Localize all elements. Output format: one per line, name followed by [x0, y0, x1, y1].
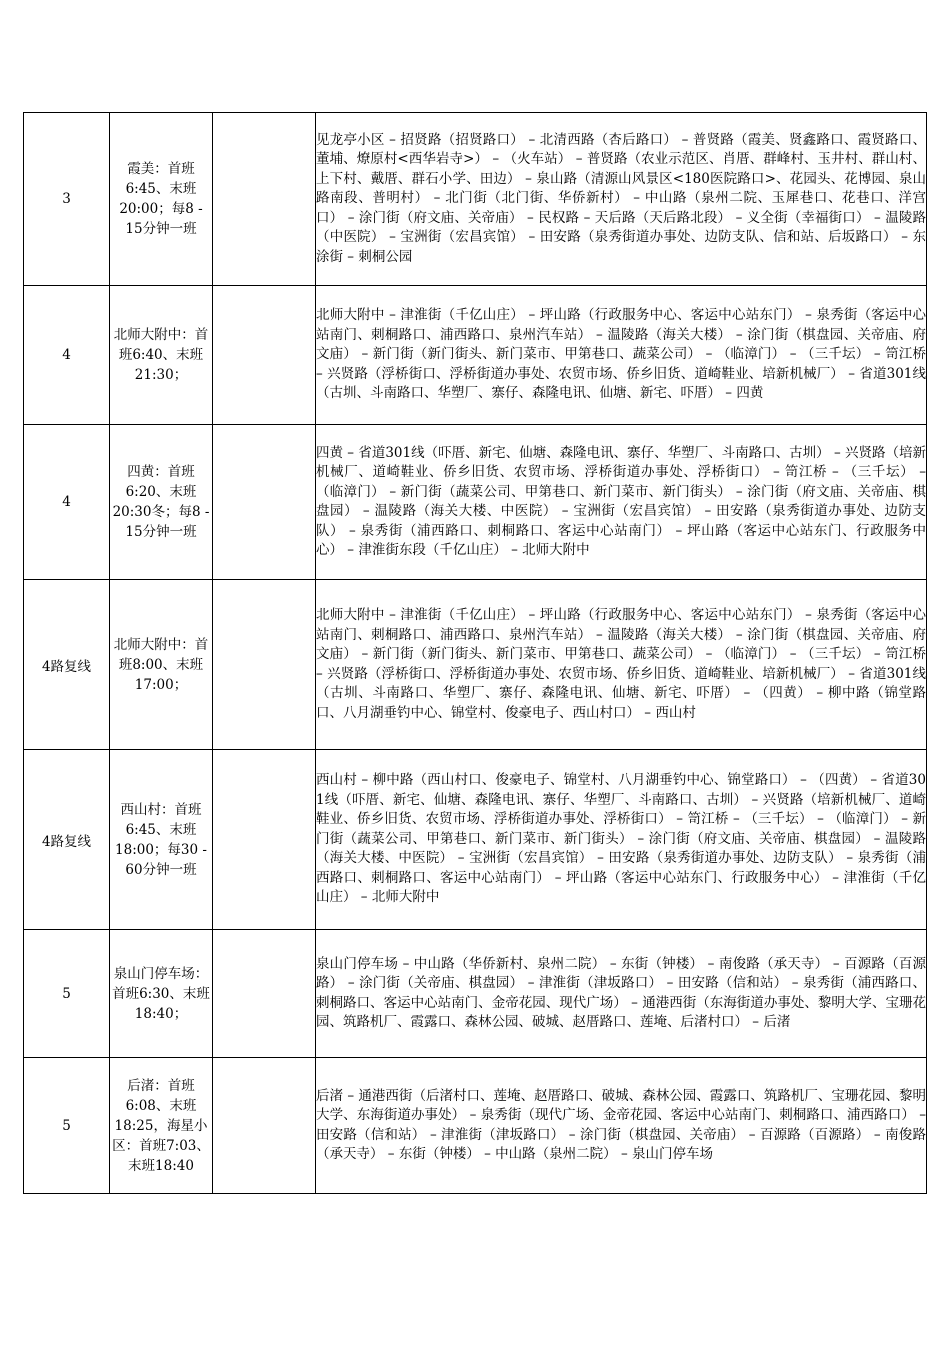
stops-text: 四黄 – 省道301线（吓厝、新宅、仙塘、森隆电讯、寨仔、华塑厂、斗南路口、古圳） – 兴贤路（培新机械厂、道崎鞋业、侨乡旧货、农贸市场、浮桥街道办事处、浮桥街口） – 笥江桥 – （三千坛） – （临漳门） – 新门街（蔬菜公司、甲第巷口、新门菜市、新门街头） – 涂门街（府文庙、关帝庙、棋盘园） – 温陵路（海关大楼、中医院） – 宝洲街（宏昌宾馆） – 田安路（泉秀街道办事处、边防支队） – 泉秀街（浦西路口、刺桐路口、客运中心站南门） – 坪山路（客运中心站东门、行政服务中心） – 津淮街东段（千亿山庄） – 北师大附中	[316, 444, 926, 558]
schedule-cell: 泉山门停车场：首班6:30、末班18:40；	[110, 930, 213, 1058]
table-row	[24, 1058, 927, 1194]
route-number: 3	[24, 113, 110, 286]
route-number: 4	[24, 425, 110, 580]
route-number: 5	[24, 1058, 110, 1194]
route-number: 4路复线	[24, 750, 110, 930]
schedule-cell: 四黄：首班6:20、末班20:30冬；每8 - 15分钟一班	[110, 425, 213, 580]
stops-cell	[316, 425, 927, 580]
stops-cell	[316, 930, 927, 1058]
table-row	[24, 425, 927, 580]
schedule-cell: 北师大附中：首班8:00、末班17:00；	[110, 580, 213, 750]
stops-text: 西山村 – 柳中路（西山村口、俊豪电子、锦堂村、八月湖垂钓中心、锦堂路口） – （四黄） – 省道301线（吓厝、新宅、仙塘、森隆电讯、寨仔、华塑厂、斗南路口、古圳） – 兴贤路（培新机械厂、道崎鞋业、侨乡旧货、农贸市场、浮桥街道办事处、浮桥街口） – 笥江桥 – （三千坛） – （临漳门） – 新门街（蔬菜公司、甲第巷口、新门菜市、新门街头） – 涂门街（府文庙、关帝庙、棋盘园） – 温陵路（海关大楼、中医院） – 宝洲街（宏昌宾馆） – 田安路（泉秀街道办事处、边防支队） – 泉秀街（浦西路口、刺桐路口、客运中心站南门） – 坪山路（客运中心站东门、行政服务中心） – 津淮街（千亿山庄） – 北师大附中	[316, 772, 926, 906]
table-row	[24, 580, 927, 750]
table-row	[24, 750, 927, 930]
empty-cell	[213, 580, 316, 750]
stops-cell	[316, 113, 927, 286]
stops-text: 泉山门停车场 – 中山路（华侨新村、泉州二院） – 东街（钟楼） – 南俊路（承天寺） – 百源路（百源路） – 涂门街（关帝庙、棋盘园） – 津淮街（津坂路口） – 田安路（信和站） – 泉秀街（浦西路口、刺桐路口、客运中心站南门、金帝花园、现代广场） – 通港西街（东海街道办事处、黎明大学、宝珊花园、筑路机厂、霞露口、森林公园、破城、赵厝路口、莲埯、后渚村口） – 后渚	[316, 955, 926, 1030]
table-row	[24, 286, 927, 425]
route-number: 5	[24, 930, 110, 1058]
stops-cell	[316, 750, 927, 930]
bus-route-table	[23, 112, 927, 1194]
stops-text: 见龙亭小区 – 招贤路（招贤路口） – 北清西路（杏后路口） – 普贤路（霞美、贤鑫路口、霞贤路口、董埔、燎原村<西华岩寺>） – （火车站） – 普贤路（农业示范区、肖厝、群峰村、玉井村、群山村、上下村、戴厝、群石小学、田边） – 泉山路（清源山风景区<180医院路口>、花园头、花博园、泉山路南段、普明村） – 北门街（北门街、华侨新村） – 中山路（泉州二院、玉犀巷口、花巷口、洋宫口） – 涂门街（府文庙、关帝庙） – 民权路 – 天后路（天后路北段） – 义全街（幸福街口） – 温陵路（中医院） – 宝洲街（宏昌宾馆） – 田安路（泉秀街道办事处、边防支队、信和站、后坂路口） – 东涂街 – 刺桐公园	[316, 131, 926, 265]
stops-cell	[316, 286, 927, 425]
stops-text: 北师大附中 – 津淮街（千亿山庄） – 坪山路（行政服务中心、客运中心站东门） – 泉秀街（客运中心站南门、刺桐路口、浦西路口、泉州汽车站） – 温陵路（海关大楼） – 涂门街（棋盘园、关帝庙、府文庙） – 新门街（新门街头、新门菜市、甲第巷口、蔬菜公司） – （临漳门） – （三千坛） – 笥江桥 – 兴贤路（浮桥街口、浮桥街道办事处、农贸市场、侨乡旧货、道崎鞋业、培新机械厂） – 省道301线（古圳、斗南路口、华塑厂、寨仔、森隆电讯、仙塘、新宅、吓厝） – （四黄） – 柳中路（锦堂路口、八月湖垂钓中心、锦堂村、俊豪电子、西山村口） – 西山村	[316, 607, 926, 721]
schedule-cell: 北师大附中：首班6:40、末班21:30；	[110, 286, 213, 425]
table-row	[24, 113, 927, 286]
stops-text: 北师大附中 – 津淮街（千亿山庄） – 坪山路（行政服务中心、客运中心站东门） – 泉秀街（客运中心站南门、刺桐路口、浦西路口、泉州汽车站） – 温陵路（海关大楼） – 涂门街（棋盘园、关帝庙、府文庙） – 新门街（新门街头、新门菜市、甲第巷口、蔬菜公司） – （临漳门） – （三千坛） – 笥江桥 – 兴贤路（浮桥街口、浮桥街道办事处、农贸市场、侨乡旧货、道崎鞋业、培新机械厂） – 省道301线（古圳、斗南路口、华塑厂、寨仔、森隆电讯、仙塘、新宅、吓厝） – 四黄	[316, 307, 926, 402]
schedule-cell: 霞美：首班6:45、末班20:00；每8 - 15分钟一班	[110, 113, 213, 286]
stops-cell	[316, 1058, 927, 1194]
route-number: 4	[24, 286, 110, 425]
stops-text: 后渚 – 通港西街（后渚村口、莲埯、赵厝路口、破城、森林公园、霞露口、筑路机厂、宝珊花园、黎明大学、东海街道办事处） – 泉秀街（现代广场、金帝花园、客运中心站南门、刺桐路口、浦西路口） – 田安路（信和站） – 津淮街（津坂路口） – 涂门街（棋盘园、关帝庙） – 百源路（百源路） – 南俊路（承天寺） – 东街（钟楼） – 中山路（泉州二院） – 泉山门停车场	[316, 1087, 926, 1162]
table-row	[24, 930, 927, 1058]
empty-cell	[213, 113, 316, 286]
empty-cell	[213, 750, 316, 930]
route-number: 4路复线	[24, 580, 110, 750]
empty-cell	[213, 286, 316, 425]
empty-cell	[213, 1058, 316, 1194]
empty-cell	[213, 930, 316, 1058]
schedule-cell: 西山村：首班6:45、末班18:00；每30 - 60分钟一班	[110, 750, 213, 930]
empty-cell	[213, 425, 316, 580]
schedule-cell: 后渚：首班6:08、末班18:25，海星小区：首班7:03、末班18:40	[110, 1058, 213, 1194]
stops-cell	[316, 580, 927, 750]
